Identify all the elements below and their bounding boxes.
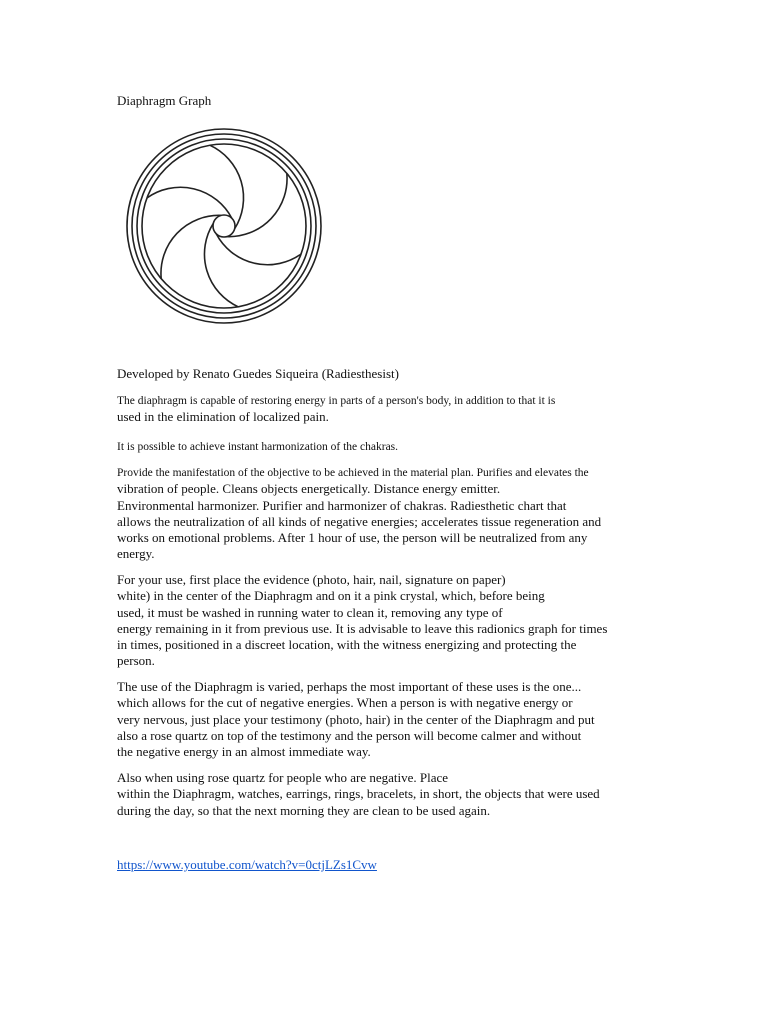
text-line: in times, positioned in a discreet location, with the witness energizing and protecting the <box>117 637 577 653</box>
text-line: the negative energy in an almost immediate way. <box>117 744 371 760</box>
text-line: used, it must be washed in running water to clean it, removing any type of <box>117 604 503 620</box>
text-line: within the Diaphragm, watches, earrings, rings, bracelets, in short, the objects that were used <box>117 786 600 802</box>
document-title: Diaphragm Graph <box>117 93 212 108</box>
text-line: very nervous, just place your testimony (photo, hair) in the center of the Diaphragm and put <box>117 711 595 727</box>
youtube-link[interactable]: https://www.youtube.com/watch?v=0ctjLZs1Cvw <box>117 857 377 872</box>
paragraph-usage <box>117 572 607 670</box>
text-line: used in the elimination of localized pain. <box>117 409 329 425</box>
paragraph-negative-energies <box>117 679 595 760</box>
developer-credit: Developed by Renato Guedes Siqueira (Radiesthesist) <box>117 366 399 381</box>
paragraph-manifestation <box>117 465 601 563</box>
text-line: It is possible to achieve instant harmonization of the chakras. <box>117 441 399 453</box>
text-line: The diaphragm is capable of restoring energy in parts of a person's body, in addition to that it is <box>117 395 556 407</box>
paragraph-chakras <box>117 439 398 455</box>
text-line: person. <box>117 653 155 669</box>
text-line: Provide the manifestation of the objective to be achieved in the material plan. Purifies and elevates the <box>117 467 589 479</box>
diaphragm-blade <box>216 234 301 265</box>
text-line: energy remaining in it from previous use. It is advisable to leave this radionics graph for times <box>117 620 608 636</box>
text-line: also a rose quartz on top of the testimony and the person will become calmer and without <box>117 727 582 743</box>
diaphragm-graph-image <box>122 127 326 325</box>
text-line: works on emotional problems. After 1 hour of use, the person will be neutralized from any <box>117 530 588 546</box>
text-line: white) in the center of the Diaphragm and on it a pink crystal, which, before being <box>117 588 545 604</box>
text-line: The use of the Diaphragm is varied, perhaps the most important of these uses is the one... <box>117 679 582 694</box>
text-line: Also when using rose quartz for people who are negative. Place <box>117 770 449 785</box>
text-line: allows the neutralization of all kinds of negative energies; accelerates tissue regeneration and <box>117 513 602 529</box>
paragraph-restoring-energy <box>117 393 555 426</box>
text-line: during the day, so that the next morning they are clean to be used again. <box>117 802 491 818</box>
text-line: energy. <box>117 546 155 562</box>
text-line: For your use, first place the evidence (photo, hair, nail, signature on paper) <box>117 572 506 587</box>
diaphragm-blade <box>147 187 232 218</box>
text-line: which allows for the cut of negative energies. When a person is with negative energy or <box>117 695 573 711</box>
text-line: vibration of people. Cleans objects energetically. Distance energy emitter. <box>117 481 501 497</box>
paragraph-rose-quartz <box>117 770 600 819</box>
text-line: Environmental harmonizer. Purifier and harmonizer of chakras. Radiesthetic chart that <box>117 497 567 513</box>
